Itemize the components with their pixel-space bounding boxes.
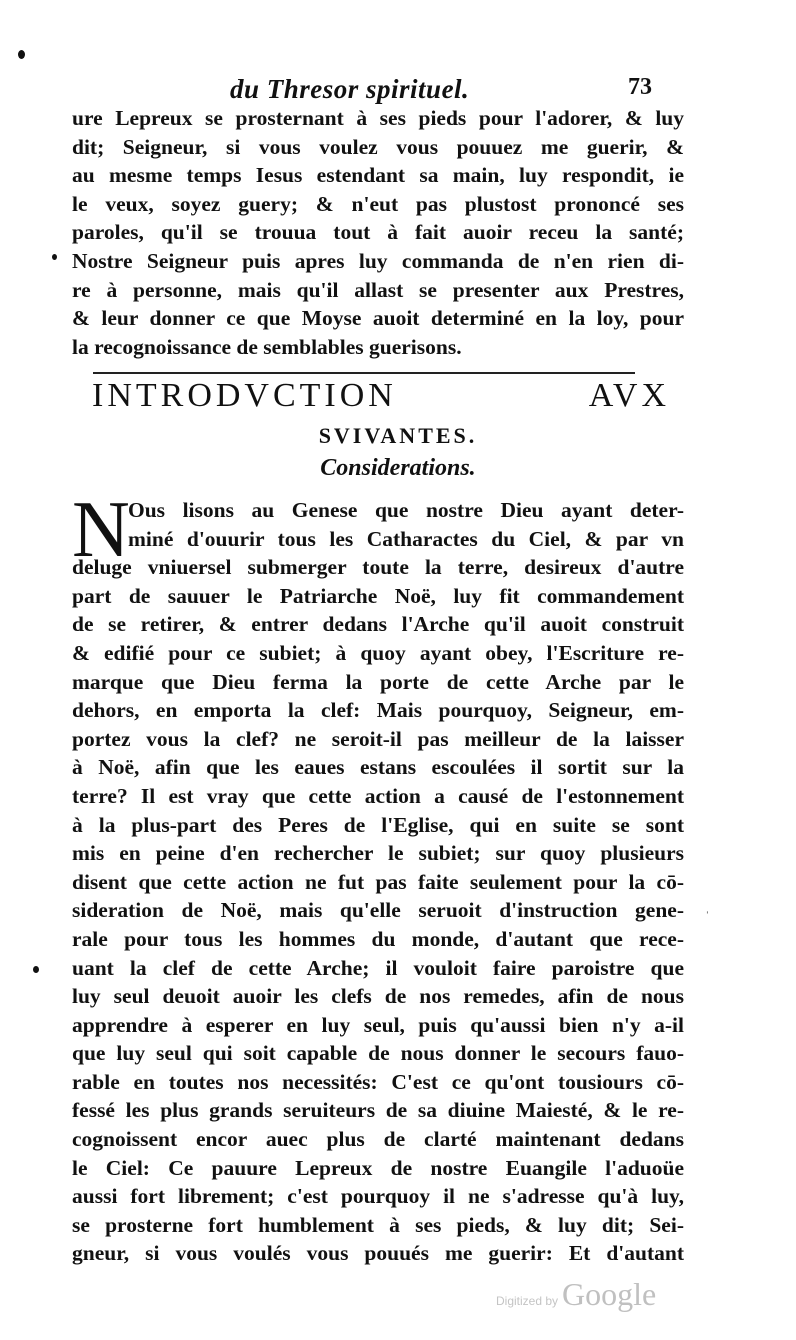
text-line: miné d'ouurir tous les Catharactes du Ciel, & par vn — [128, 526, 684, 551]
text-line: portez vous la clef? ne seroit-il pas meilleur de la laisser — [72, 726, 684, 751]
text-line: luy seul deuoit auoir les clefs de nos remedes, afin de nous — [72, 984, 684, 1009]
text-line: paroles, qu'il se trouua tout à fait auoir receu la santé; — [72, 220, 684, 245]
text-line: de se retirer, & entrer dedans l'Arche qu'il auoit construit — [72, 612, 684, 637]
text-line: le veux, soyez guery; & n'eut pas plustost prononcé ses — [72, 191, 684, 216]
drop-cap: N — [72, 486, 130, 574]
text-line: à Noë, afin que les eaues estans escoulées il sortit sur la — [72, 755, 684, 780]
text-line: à la plus-part des Peres de l'Eglise, qui en suite se sont — [72, 812, 684, 837]
section-title-line-2: SVIVANTES. — [318, 423, 478, 448]
paragraph-1 — [72, 104, 684, 361]
text-line: cognoissent encor auec plus de clarté maintenant dedans — [72, 1127, 684, 1152]
text-line: apprendre à esperer en luy seul, puis qu'aussi bien n'y a-il — [72, 1012, 684, 1037]
paragraph-2 — [72, 496, 684, 1268]
google-watermark — [496, 1278, 696, 1318]
section-title-line-1: INTRODVCTION AVX — [92, 377, 670, 414]
margin-ink-dot — [18, 50, 25, 59]
running-title: du Thresor spirituel. — [230, 74, 470, 104]
text-line: re à personne, mais qu'il allast se presenter aux Prestres, — [72, 277, 684, 302]
text-line: Ous lisons au Genese que nostre Dieu ayant deter- — [128, 498, 684, 522]
text-line: sideration de Noë, mais qu'elle seruoit d'instruction gene- — [72, 898, 684, 923]
text-line: dehors, en emporta la clef: Mais pourquoy, Seigneur, em- — [72, 698, 684, 723]
section-title-line-3: Considerations. — [320, 455, 476, 481]
text-line: ure Lepreux se prosternant à ses pieds pour l'adorer, & luy — [72, 106, 684, 130]
text-line: dit; Seigneur, si vous voulez vous pouuez me guerir, & — [72, 134, 684, 159]
page-number: 73 — [628, 74, 652, 100]
text-line: disent que cette action ne fut pas faite seulement pour la cō- — [72, 869, 684, 894]
text-line: se prosterne fort humblement à ses pieds, & luy dit; Sei- — [72, 1212, 684, 1237]
google-logo: Google — [562, 1276, 657, 1312]
digitized-by-label: Digitized by — [496, 1294, 559, 1308]
text-line: aussi fort librement; c'est pourquoy il ne s'adresse qu'à luy, — [72, 1184, 684, 1209]
text-line: & edifié pour ce subiet; à quoy ayant obey, l'Escriture re- — [72, 640, 684, 665]
text-line: part de sauuer le Patriarche Noë, luy fit commandement — [72, 583, 684, 608]
text-line: que luy seul qui soit capable de nous donner le secours fauo- — [72, 1041, 684, 1066]
text-line: fessé les plus grands seruiteurs de sa diuine Maiesté, & le re- — [72, 1098, 684, 1123]
text-line: uant la clef de cette Arche; il vouloit faire paroistre que — [72, 955, 684, 980]
margin-ink-mark: ˈ — [705, 910, 710, 925]
text-line: rable en toutes nos necessités: C'est ce qu'ont tousiours cō- — [72, 1069, 684, 1094]
text-line: & leur donner ce que Moyse auoit determiné en la loy, pour — [72, 306, 684, 331]
text-line: terre? Il est vray que cette action a causé de l'estonnement — [72, 783, 684, 808]
text-line: rale pour tous les hommes du monde, d'autant que rece- — [72, 926, 684, 951]
text-line: gneur, si vous voulés vous pouués me guerir: Et d'autant — [72, 1241, 684, 1266]
text-line: deluge vniuersel submerger toute la terre, desireux d'autre — [72, 555, 684, 580]
text-line: la recognoissance de semblables guerisons. — [72, 334, 462, 359]
text-line: marque que Dieu ferma la porte de cette Arche par le — [72, 669, 684, 694]
text-line: le Ciel: Ce pauure Lepreux de nostre Euangile l'aduoüe — [72, 1155, 684, 1180]
section-divider — [93, 372, 635, 374]
text-line: mis en peine d'en rechercher le subiet; sur quoy plusieurs — [72, 841, 684, 866]
text-line: au mesme temps Iesus estendant sa main, luy respondit, ie — [72, 163, 684, 188]
text-line: Nostre Seigneur puis apres luy commanda de n'en rien di- — [72, 248, 684, 273]
margin-ink-dot — [52, 254, 57, 260]
margin-ink-dot — [33, 966, 39, 973]
